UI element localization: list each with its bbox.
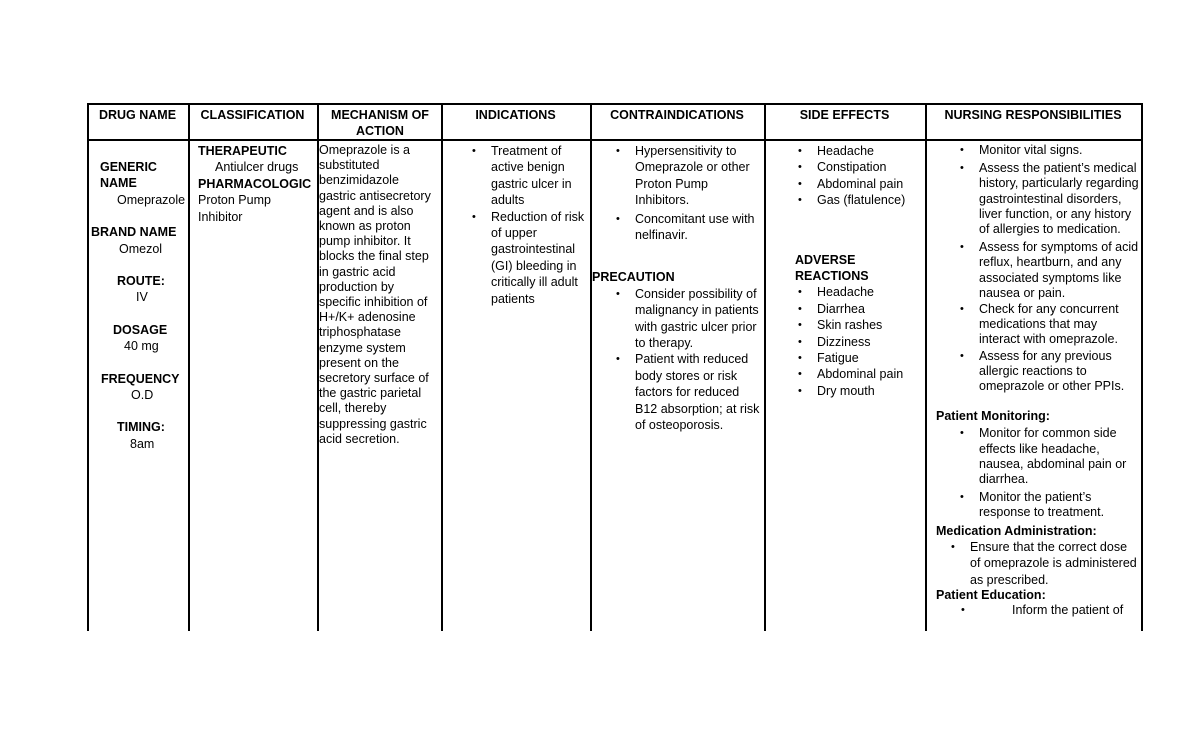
- header-drug-name: DRUG NAME: [98, 108, 177, 122]
- precaution-label: PRECAUTION: [592, 270, 675, 285]
- administration-item: • Ensure that the correct dose of omeprazole is administered as prescribed.: [948, 539, 1139, 588]
- precaution-item: • Consider possibility of malignancy in patients with gastric ulcer prior to therapy.: [613, 286, 763, 352]
- frequency-label: FREQUENCY: [101, 371, 180, 386]
- adverse-reaction-item: • Headache: [795, 284, 923, 300]
- dosage-label: DOSAGE: [113, 322, 168, 337]
- adverse-reactions-label: ADVERSE REACTIONS: [795, 252, 869, 284]
- indication-item: • Treatment of active benign gastric ulcer in adults: [469, 143, 589, 209]
- header-mechanism: MECHANISM OF ACTION: [331, 108, 429, 138]
- indications-cell: [469, 143, 589, 307]
- adverse-reaction-item: • Fatigue: [795, 350, 923, 366]
- indication-item: • Reduction of risk of upper gastrointestinal (GI) bleeding in critically ill adult patients: [469, 209, 589, 307]
- route-label: ROUTE:: [117, 274, 165, 289]
- table-top-border: [87, 103, 1143, 105]
- col-divider-4: [590, 103, 592, 631]
- pharmacologic-value: Proton Pump Inhibitor: [198, 193, 271, 224]
- dosage-value: 40 mg: [124, 339, 159, 354]
- patient-education-label: Patient Education:: [936, 588, 1046, 603]
- adverse-reaction-item: • Diarrhea: [795, 301, 923, 317]
- nursing-item: • Assess the patient’s medical history, particularly regarding gastrointestinal disorders, liver function, or any history of allergies to medication.: [957, 161, 1139, 237]
- generic-name-label: GENERIC NAME: [100, 160, 157, 191]
- contraindication-item: • Hypersensitivity to Omeprazole or other Proton Pump Inhibitors.: [613, 143, 763, 209]
- mechanism-cell: [319, 143, 439, 447]
- monitoring-item: • Monitor for common side effects like headache, nausea, abdominal pain or diarrhea.: [957, 426, 1139, 487]
- table-left-border: [87, 103, 89, 631]
- therapeutic-value: Antiulcer drugs: [215, 160, 299, 175]
- side-effect-item: • Gas (flatulence): [795, 192, 923, 208]
- precaution-item: • Patient with reduced body stores or risk factors for reduced B12 absorption; at risk of osteoporosis.: [613, 351, 763, 433]
- education-item: • Inform the patient of: [958, 603, 1139, 618]
- side-effects-cell: [795, 143, 923, 399]
- adverse-reaction-item: • Abdominal pain: [795, 366, 923, 382]
- adverse-reaction-item: • Dizziness: [795, 334, 923, 350]
- patient-monitoring-label: Patient Monitoring:: [936, 409, 1050, 424]
- mechanism-text: Omeprazole is a substituted benzimidazole gastric antisecretory agent and is also known as proton pump inhibitor. It blocks the final step in gastric acid production by specific inhibition of H+/K+ adenosine triphosphatase enzyme system present on the secretory surface of the gastric parietal cell, thereby suppressing gastric acid secretion.: [319, 143, 431, 446]
- medication-administration-label: Medication Administration:: [936, 523, 1097, 538]
- drug-study-table: [87, 103, 1143, 631]
- frequency-value: O.D: [131, 388, 154, 403]
- route-value: IV: [136, 290, 148, 305]
- contraindication-item: • Concomitant use with nelfinavir.: [613, 211, 763, 244]
- col-divider-3: [441, 103, 443, 631]
- timing-label: TIMING:: [117, 420, 165, 435]
- side-effect-item: • Constipation: [795, 159, 923, 175]
- therapeutic-label: THERAPEUTIC: [198, 144, 287, 158]
- monitoring-item: • Monitor the patient’s response to treatment.: [957, 490, 1139, 520]
- side-effect-item: • Abdominal pain: [795, 176, 923, 192]
- pharmacologic-label: PHARMACOLOGIC: [198, 176, 312, 191]
- col-divider-6: [925, 103, 927, 631]
- header-indications: INDICATIONS: [475, 108, 556, 122]
- adverse-reaction-item: • Skin rashes: [795, 317, 923, 333]
- timing-value: 8am: [130, 436, 155, 451]
- classification-cell: [198, 143, 316, 225]
- brand-name-label: BRAND NAME: [91, 225, 177, 240]
- nursing-item: • Assess for symptoms of acid reflux, heartburn, and any associated symptoms like nausea or pain.: [957, 240, 1139, 301]
- nursing-cell: [936, 143, 1139, 619]
- adverse-reaction-item: • Dry mouth: [795, 383, 923, 399]
- header-divider: [87, 139, 1143, 141]
- header-side-effects: SIDE EFFECTS: [799, 108, 890, 122]
- nursing-item: • Monitor vital signs.: [957, 143, 1139, 158]
- nursing-item: • Assess for any previous allergic reactions to omeprazole or other PPIs.: [957, 349, 1139, 395]
- side-effect-item: • Headache: [795, 143, 923, 159]
- drug-name-cell: [91, 159, 191, 452]
- contraindications-cell: [592, 143, 763, 434]
- brand-name-value: Omezol: [119, 241, 163, 256]
- generic-name-value: Omeprazole: [117, 192, 186, 207]
- table-right-border: [1141, 103, 1143, 631]
- col-divider-5: [764, 103, 766, 631]
- nursing-item: • Check for any concurrent medications that may interact with omeprazole.: [957, 302, 1139, 348]
- header-contraindications: CONTRAINDICATIONS: [610, 108, 744, 122]
- header-nursing: NURSING RESPONSIBILITIES: [944, 108, 1122, 122]
- header-classification: CLASSIFICATION: [200, 108, 305, 122]
